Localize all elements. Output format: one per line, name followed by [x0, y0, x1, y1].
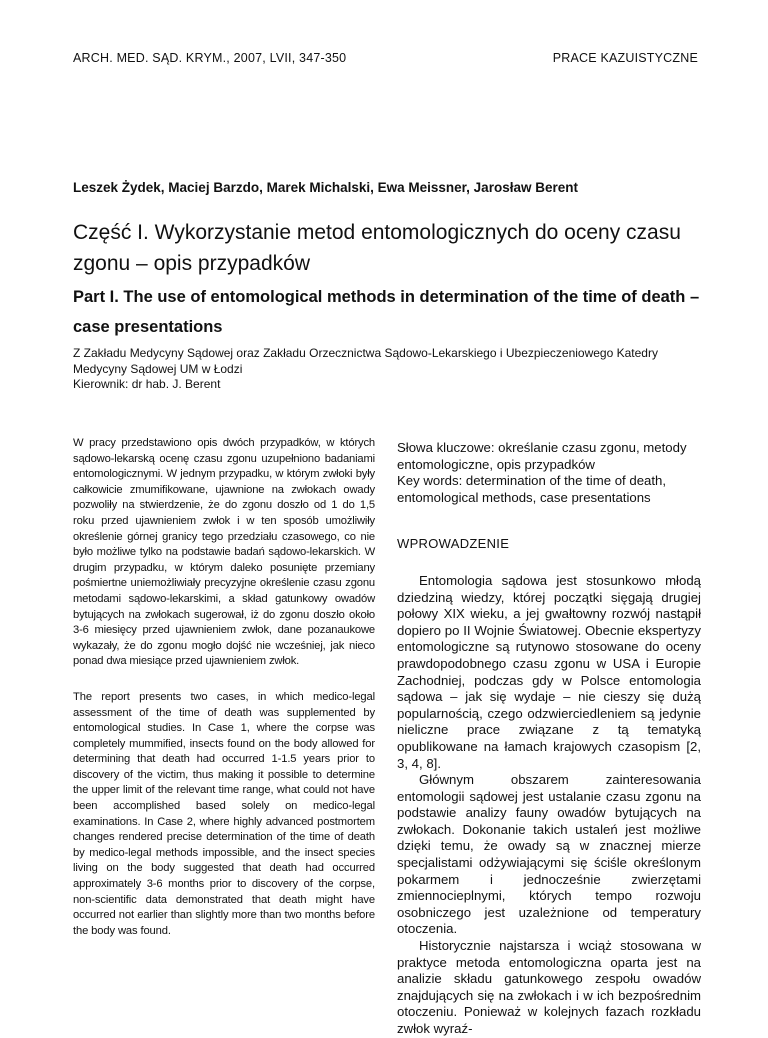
intro-paragraph: Głównym obszarem zainteresowania entomologii sądowej jest ustalanie czasu zgonu na podstawie analizy fauny owadów bytujących na zwłokach. Dokonanie takich ustaleń jest możliwe dzięki temu, że owady są w znacznej mierze specjalistami odżywiającymi się ściśle określonym pokarmem i jednocześnie zwierzętami zmiennocieplnymi, których tempo rozwoju osobniczego jest uzależnione od temperatury otoczenia. — [397, 772, 701, 937]
main-column — [397, 440, 701, 1038]
section-heading: WPROWADZENIE — [397, 536, 510, 552]
intro-paragraph: Historycznie najstarsza i wciąż stosowana w praktyce metoda entomologiczna oparta jest na analizie składu gatunkowego zespołu owadów znajdujących się na zwłokach i w ich bezpośrednim otoczeniu. Ponieważ w kolejnych fazach rozkładu zwłok wyraź- — [397, 938, 701, 1036]
department-head: Kierownik: dr hab. J. Berent — [73, 377, 221, 391]
title-polish: Część I. Wykorzystanie metod entomologicznych do oceny czasu zgonu – opis przypadków — [73, 221, 681, 275]
keywords-polish: Słowa kluczowe: określanie czasu zgonu, metody entomologiczne, opis przypadków — [397, 440, 687, 472]
intro-paragraph: Entomologia sądowa jest stosunkowo młodą dziedziną wiedzy, której początki sięgają drugiej połowy XIX wieku, a jej gwałtowny rozwój nastąpił dopiero po II Wojnie Światowej. Obecnie ekspertyzy entomologiczne są rutynowo stosowane do oceny prawdopodobnego czasu zgonu w USA i Europie Zachodniej, podczas gdy w Polsce entomologia sądowa – jak się wydaje – nie cieszy się dużą popularnością, czego odzwierciedleniem są jedynie nieliczne prace związane z tą tematyką opublikowane na łamach krajowych czasopism [2, 3, 4, 8]. — [397, 572, 701, 771]
affiliation: Z Zakładu Medycyny Sądowej oraz Zakładu Orzecznictwa Sądowo-Lekarskiego i Ubezpieczeniowego Katedry Medycyny Sądowej UM w Łodzi — [73, 346, 658, 376]
introduction-body — [397, 573, 701, 1038]
keywords-block — [397, 440, 701, 506]
abstract-english: The report presents two cases, in which medico-legal assessment of the time of death was supplemented by entomological studies. In Case 1, where the corpse was completely mummified, insects found on the body allowed for determining that death had occurred 1-1.5 years prior to discovery of the victim, thus making it possible to determine the upper limit of the relevant time range, what could not have been accomplished based solely on medico-legal examinations. In Case 2, where highly advanced postmortem changes rendered precise determination of the time of death by medico-legal methods impossible, and the insect species living on the body suggested that death had occurred approximately 3-6 months prior to discovery of the corpse, non-scientific data demonstrated that death might have occurred not earlier than slightly more than two months before the body was found. — [73, 690, 375, 937]
journal-section: PRACE KAZUISTYCZNE — [552, 51, 698, 65]
authors: Leszek Żydek, Maciej Barzdo, Marek Michalski, Ewa Meissner, Jarosław Berent — [73, 180, 578, 195]
abstract-polish: W pracy przedstawiono opis dwóch przypadków, w których sądowo-lekarską ocenę czasu zgonu uzupełniono badaniami entomologicznymi. W jednym przypadku, w którym zwłoki były całkowicie zmumifikowane, ujawnione na zwłokach owady pozwoliły na stwierdzenie, że do zgonu doszło od 1 do 1,5 roku przed ujawnieniem zwłok i w ten sposób umożliwiły określenie górnej granicy tego przedziału czasowego, co nie było możliwe tylko na podstawie badań sądowo-lekarskich. W drugim przypadku, w którym daleko posunięte przemiany pośmiertne uniemożliwiały precyzyjne określenie czasu zgonu metodami sądowo-lekarskimi, a skład gatunkowy owadów bytujących na zwłokach sugerował, iż do zgonu doszło około 3-6 miesięcy przed ujawnieniem zwłok, dane pozanaukowe wykazały, że do zgonu mogło dojść nie wcześniej, jak nieco ponad dwa miesiące przed ujawnieniem zwłok. — [73, 437, 375, 668]
keywords-english: Key words: determination of the time of death, entomological methods, case presentations — [397, 473, 667, 505]
affiliation-block — [73, 346, 703, 393]
title-english: Part I. The use of entomological methods in determination of the time of death – case presentations — [73, 288, 700, 336]
abstract-column — [73, 436, 375, 939]
journal-citation: ARCH. MED. SĄD. KRYM., 2007, LVII, 347-350 — [73, 51, 347, 65]
